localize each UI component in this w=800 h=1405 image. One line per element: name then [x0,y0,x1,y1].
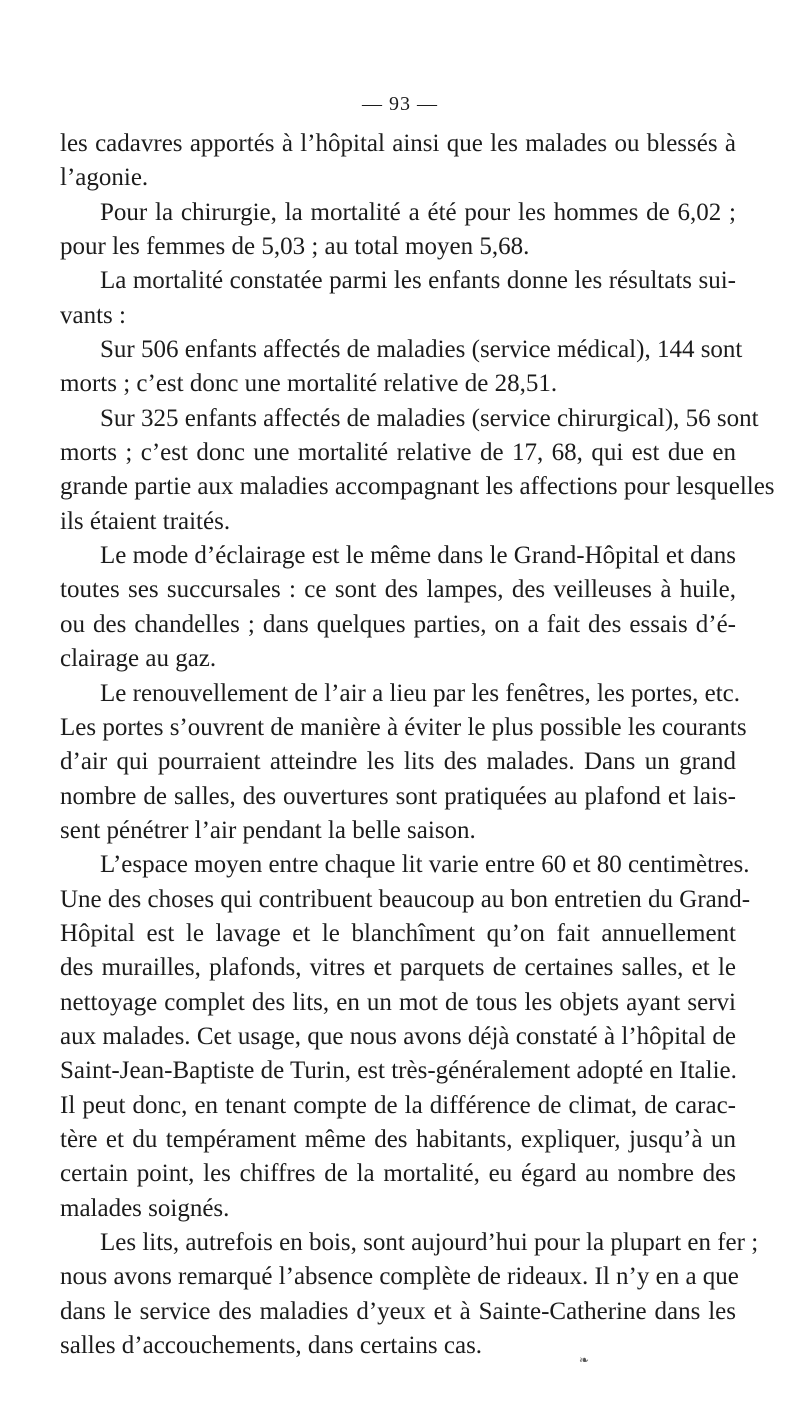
text-line: pour les femmes de 5,03 ; au total moyen 5,68. [60,233,530,261]
text-line: L’espace moyen entre chaque lit varie entre 60 et 80 centimètres. [100,851,750,879]
text-line: Sur 325 enfants affectés de maladies (service chirurgical), 56 sont [100,404,759,432]
text-line: grande partie aux maladies accompagnant les affections pour lesquelles [60,473,775,501]
text-line: morts ; c’est donc une mortalité relative de 28,51. [60,370,558,398]
text-line: Saint-Jean-Baptiste de Turin, est très-généralement adopté en Italie. [60,1057,737,1085]
text-line: nettoyage complet des lits, en un mot de tous les objets ayant servi [60,988,736,1016]
text-line: ils étaient traités. [60,507,231,535]
text-line: certain point, les chiffres de la mortalité, eu égard au nombre des [60,1160,736,1188]
text-line: Une des choses qui contribuent beaucoup au bon entretien du Grand- [60,885,751,913]
text-line: Les lits, autrefois en bois, sont aujourd’hui pour la plupart en fer ; [100,1229,759,1256]
text-line: morts ; c’est donc une mortalité relative de 17, 68, qui est due en [60,439,736,467]
text-line: d’air qui pourraient atteindre les lits des malades. Dans un grand [60,748,736,776]
text-line: Il peut donc, en tenant compte de la différence de climat, de carac- [60,1091,736,1119]
text-line: vants : [60,301,126,329]
page-number: — 93 — [362,93,438,115]
body-text [60,127,775,1363]
text-line: ou des chandelles ; dans quelques parties, on a fait des essais d’é- [60,610,736,638]
text-line: clairage au gaz. [60,645,217,673]
text-line: Le mode d’éclairage est le même dans le Grand-Hôpital et dans [100,542,736,570]
text-line: Sur 506 enfants affectés de maladies (service médical), 144 sont [100,336,743,364]
ink-mark: ❧ [579,1353,590,1367]
text-line: les cadavres apportés à l’hôpital ainsi que les malades ou blessés à [60,130,736,157]
text-line: Hôpital est le lavage et le blanchîment qu’on fait annuellement [60,919,736,947]
text-line: sent pénétrer l’air pendant la belle saison. [60,816,476,844]
text-line: salles d’accouchements, dans certains cas. [60,1332,483,1360]
text-line: des murailles, plafonds, vitres et parquets de certaines salles, et le [60,954,736,982]
text-line: Les portes s’ouvrent de manière à éviter le plus possible les courants [60,713,747,741]
text-line: nombre de salles, des ouvertures sont pratiquées au plafond et lais- [60,782,736,810]
text-line: tère et du tempérament même des habitants, expliquer, jusqu’à un [60,1125,736,1153]
text-line: dans le service des maladies d’yeux et à Sainte-Catherine dans les [60,1297,736,1325]
text-line: Pour la chirurgie, la mortalité a été pour les hommes de 6,02 ; [100,198,736,226]
text-line: Le renouvellement de l’air a lieu par les fenêtres, les portes, etc. [100,679,740,707]
text-line: La mortalité constatée parmi les enfants donne les résultats sui- [100,267,736,295]
text-line: aux malades. Cet usage, que nous avons déjà constaté à l’hôpital de [60,1022,736,1050]
text-line: nous avons remarqué l’absence complète de rideaux. Il n’y en a que [60,1263,739,1291]
text-line: malades soignés. [60,1194,230,1222]
text-line: l’agonie. [60,164,149,192]
text-line: toutes ses succursales : ce sont des lampes, des veilleuses à huile, [60,576,736,604]
